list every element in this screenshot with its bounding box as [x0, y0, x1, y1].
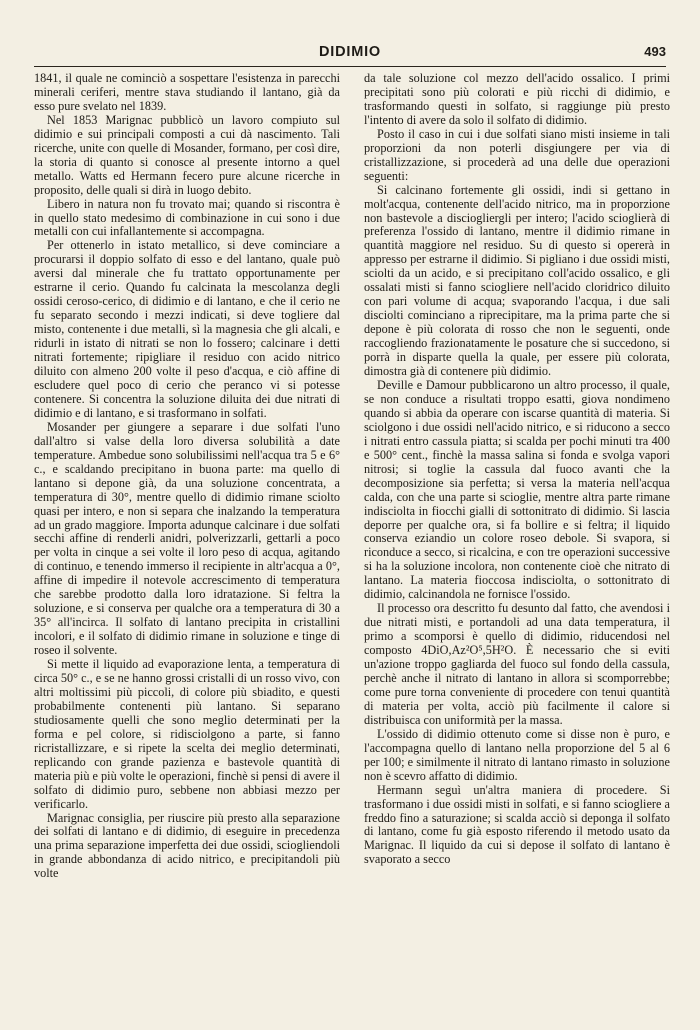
paragraph: Nel 1853 Marignac pubblicò un lavoro compiuto sul didimio e sui principali composti a cui dà nascimento. Tali ricerche, unite con quelle di Mosander, formano, per così dire, la storia di quanto si conosce al presente intorno a quel metallo. Watts ed Hermann fecero pure alcune ricerche in proposito, delle quali si dirà in luogo debito.	[34, 112, 340, 197]
text-columns	[34, 72, 670, 1016]
paragraph: Hermann seguì un'altra maniera di procedere. Si trasformano i due ossidi misti in solfati, e si fanno sciogliere a freddo fino a saturazione; si scalda acciò si deponga il solfato di lantano, come fu già esposto riferendo il metodo usato da Marignac. Il liquido da cui si depose il solfato di lantano è svaporato a secco	[364, 782, 670, 867]
paragraph: L'ossido di didimio ottenuto come si disse non è puro, e l'accompagna quello di lantano nella proporzione del 5 al 6 per 100; e similmente il nitrato di lantano rimasto in soluzione non è scevro affatto di didimio.	[364, 726, 670, 783]
page-number: 493	[644, 44, 666, 59]
paragraph: 1841, il quale ne cominciò a sospettare l'esistenza in parecchi minerali ceriferi, mentre stava studiando il lantano, già da esso pure svelato nel 1839.	[34, 72, 340, 113]
running-title: DIDIMIO	[319, 44, 381, 60]
header-rule	[34, 66, 666, 67]
paragraph: Posto il caso in cui i due solfati siano misti insieme in tali proporzioni da non poterli disgiungere per via di cristallizzazione, si procederà ad una delle due operazioni seguenti:	[364, 126, 670, 183]
running-header	[34, 38, 666, 66]
paragraph: Libero in natura non fu trovato mai; quando si riscontra è in quello stato medesimo di combinazione in cui sono i due metalli con cui infallantemente si accompagna.	[34, 196, 340, 239]
paragraph: Si calcinano fortemente gli ossidi, indi si gettano in molt'acqua, contenente dell'acido nitrico, ma in proporzione non bastevole a disciogliergli per intero; l'acido scioglierà di preferenza l'ossido di lantano, mentre il didimio rimane in quantità maggiore nel residuo. Su di questo si opererà in appresso per estrarne il didimio. Si pigliano i due ossidi misti, sciolti da un acido, e si precipitano coll'acido ossalico, e gli ossalati misti si fanno sciogliere nell'acido cloridrico diluito con pari volume di acqua; svaporando l'acqua, i due sali disciolti cominciano a riprecipitare, ma la prima parte che si depone è più colorata di rosso che non le seguenti, onde raccogliendo frazionatamente le posature che si succedono, si porrà in disparte quella la quale, per essere più colorata, dimostra già di contenere più didimio.	[364, 182, 670, 379]
paragraph: Deville e Damour pubblicarono un altro processo, il quale, se non conduce a risultati troppo esatti, giova nondimeno quando si abbia da operare con iscarse quantità di materia. Si sciolgono i due ossidi nell'acido nitrico, e si riducono a secco i nitrati entro cassula piatta; si scalda per pochi minuti tra 400 e 500° cent., finchè la massa salina si fonda e svolga vapori nitrosi; si toglie la cassula dal fuoco avanti che la decomposizione sia perfetta; si versa la materia nell'acqua calda, con che una parte si scioglie, mentre altra parte rimane indisciolta in fiocchi gialli di sottonitrato di didimio. Si lascia deporre per qualche ora, si fa bollire e si feltra; il liquido conserva eziandio un colore roseo debole. Si svapora, si riconduce a secco, si ricalcina, e con tre operazioni successive si ha la soluzione incolora, non contenente cioè che nitrato di lantano. La materia fioccosa indisciolta, o sottonitrato di didimio, calcinandola ne fornisce l'ossido.	[364, 377, 670, 602]
paragraph: Marignac consiglia, per riuscire più presto alla separazione dei solfati di lantano e di didimio, di eseguire in precedenza una prima separazione imperfetta dei due ossidi, sciogliendoli in grande abbondanza di acido nitrico, e precipitandoli più volte	[34, 810, 340, 881]
left-column	[34, 72, 340, 1016]
paragraph: Per ottenerlo in istato metallico, si deve cominciare a procurarsi il doppio solfato di esso e del lantano, quale può aversi dal minerale che fu trattato opportunamente per estrarne il cerio. Quando fu calcinata la mescolanza degli ossidi ceroso-cerico, di didimio e di lantano, e che il cerio ne fu separato secondo i mezzi indicati, si deve togliere dal misto, contenente i due metalli, sì la magnesia che gli alcali, e ridurli in istato di nitrati se non lo fossero; calcinare i detti nitrati fortemente; ripigliare il residuo con acido nitrico diluito con almeno 200 volte il peso d'acqua, e ciò affine di escludere quel poco di cerio che peranco vi si potesse contenere. Si concentra la soluzione diluita dei due nitrati di didimio e di lantano, e si trasformano in solfati.	[34, 238, 340, 420]
paragraph: Mosander per giungere a separare i due solfati l'uno dall'altro si valse della loro diversa solubilità a date temperature. Ambedue sono solubilissimi nell'acqua tra 5 e 6° c., e scaldando precipitano in buona parte: ma quello di lantano si depone già, da una soluzione concentrata, a temperatura di 30°, mentre quello di didimio rimane sciolto quasi per intero, e non si separa che inalzando la temperatura ad un grado maggiore. Importa adunque calcinare i due solfati secchi affine di renderli anidri, polverizzarli, gettarli a poco per volta in cinque a sei volte il loro peso di acqua, agitando di continuo, e tenendo immerso il recipiente in altr'acqua a 0°, affine di impedire il notevole accrescimento di temperatura che sarebbe prodotto dalla loro idratazione. Si feltra la soluzione, e si conserva per qualche ora a temperatura di 30 a 35° all'incirca. Il solfato di lantano precipita in cristallini incolori, e il solfato di didimio rimane in soluzione e tinge di roseo il solvente.	[34, 419, 340, 658]
right-column	[364, 72, 670, 1016]
paragraph: Si mette il liquido ad evaporazione lenta, a temperatura di circa 50° c., e se ne hanno grossi cristalli di un rosso vivo, con altri moltissimi più piccoli, di colore più sbiadito, e questi probabilmente contenenti più lantano. Si separano studiosamente quelli che sono meglio determinati per la forma e pel colore, si ridisciolgono a parte, si fanno ricristallizzare, e si ripete la scelta dei meglio determinati, replicando con grande pazienza e bastevole quantità di materia più e più volte le operazioni, finchè si pensi di avere il solfato di didimio puro, sebbene non abbiasi mezzo per verificarlo.	[34, 657, 340, 811]
paragraph: da tale soluzione col mezzo dell'acido ossalico. I primi precipitati sono più colorati e più ricchi di didimio, e trasformando questi in solfato, si raggiunge più presto l'intento di avere da solo il solfato di didimio.	[364, 72, 670, 127]
paragraph: Il processo ora descritto fu desunto dal fatto, che avendosi i due nitrati misti, e portandoli ad una data temperatura, il primo a scomporsi è quello di didimio, riducendosi nel composto 4DiO,Az²O⁵,5H²O. È necessario che si eviti un'azione troppo gagliarda del fuoco sul fondo della cassula, perchè anche il nitrato di lantano in allora si scomporrebbe; come pure torna conveniente di procedere con tenui quantità di materia per volta, acciò più facilmente il calore si distribuisca con uniformità per la massa.	[364, 601, 670, 727]
